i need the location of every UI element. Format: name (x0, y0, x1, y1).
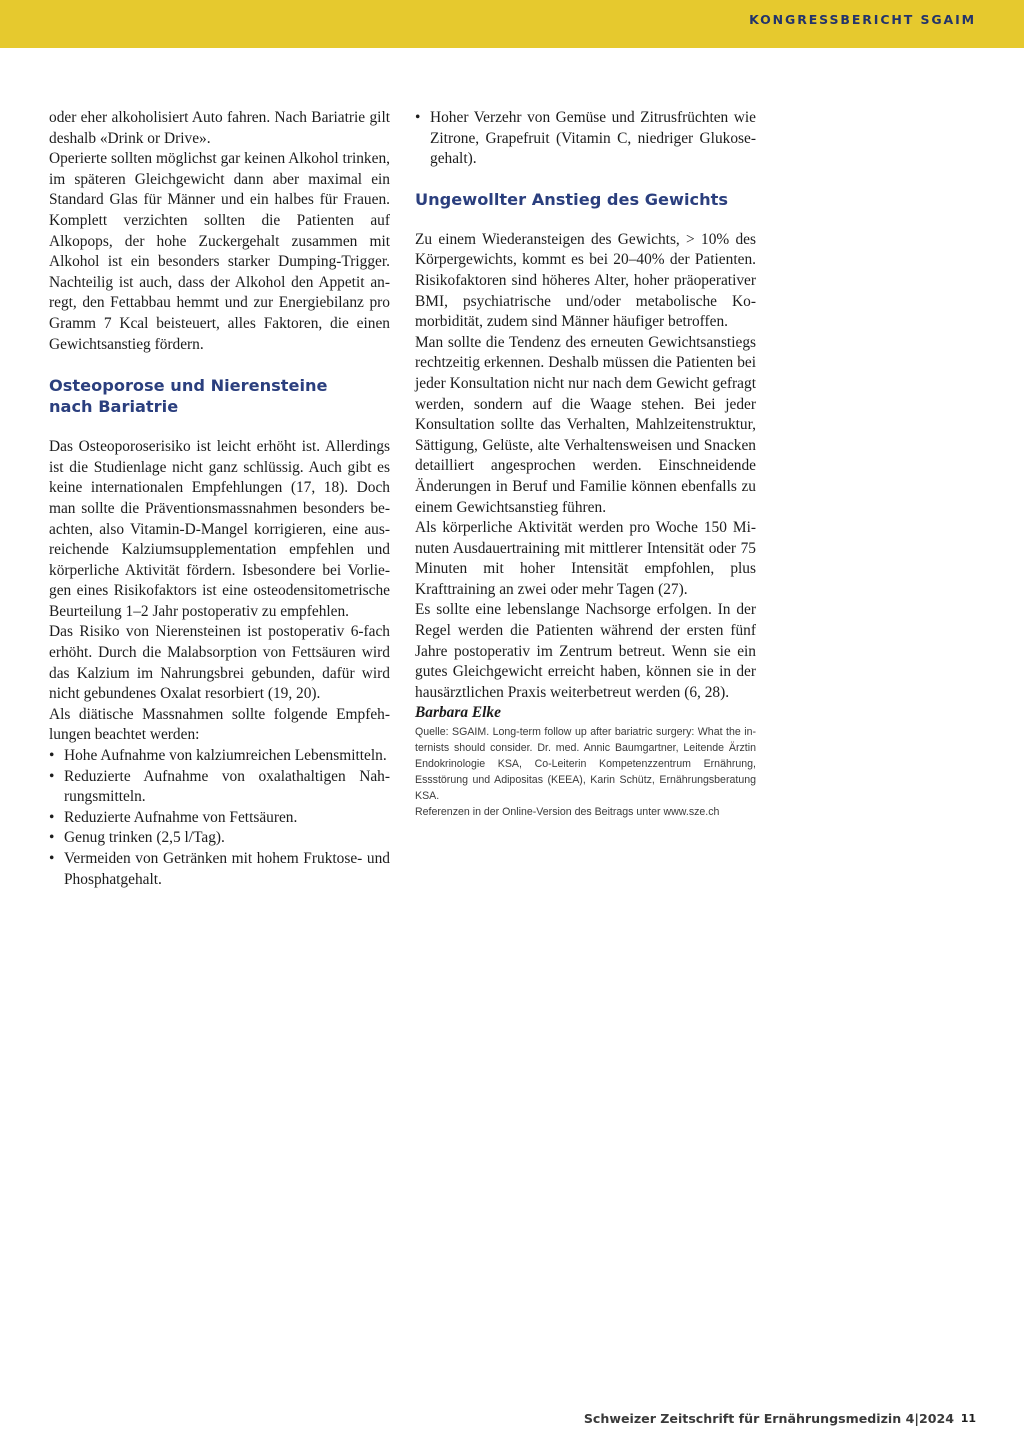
list-item: • Reduzierte Aufnahme von oxalathaltigen Nahrungsmitteln. (49, 767, 390, 808)
heading-line: nach Bariatrie (49, 397, 179, 417)
author-signature: Barbara Elke (415, 704, 501, 722)
left-column (49, 108, 390, 890)
section-heading-gewicht: Ungewollter Anstieg des Gewichts (415, 189, 729, 209)
recommendation-list-continued (415, 108, 756, 170)
page-number: 11 (960, 1412, 976, 1425)
list-item: • Hoher Verzehr von Gemüse und Zitrusfrüchten wie Zitrone, Grapefruit (Vitamin C, niedriger Glukosegehalt). (415, 108, 756, 170)
right-column (415, 108, 756, 820)
paragraph: Als diätische Massnahmen sollte folgende Empfehlungen beachtet werden: (49, 705, 390, 744)
paragraph: Operierte sollten möglichst gar keinen Alkohol trinken, im späteren Gleichgewicht dann aber maximal ein Standard Glas für Männer und ein halbes für Frauen. Komplett verzichten sollten die Patienten auf Alkopops, der hohe Zuckergehalt zusammen mit Alkohol ist ein besonders starker Dumping-Trigger. Nachteilig ist auch, dass der Alkohol den Appetit anregt, den Fettabbau hemmt und zur Energiebilanz pro Gramm 7 Kcal beisteuert, alles Faktoren, die einen Gewichtsanstieg fördern. (49, 150, 390, 353)
paragraph: Das Osteoporoserisiko ist leicht erhöht ist. Allerdings ist die Studienlage nicht ganz schlüssig. Auch gibt es keine internationalen Empfehlungen (17, 18). Doch man sollte die Präventionsmassnahmen besonders beachten, also Vitamin-D-Mangel korrigieren, eine ausreichende Kalziumsupplementation empfehlen und körperliche Aktivität fördern. Isbesondere bei Vorliegen eines Risikofaktors ist eine osteodensitometrische Beurteilung 1–2 Jahr postoperativ zu empfehlen. (49, 438, 390, 620)
list-item: • Genug trinken (2,5 l/Tag). (49, 828, 390, 849)
section-label: KONGRESSBERICHT SGAIM (749, 12, 976, 27)
list-item: • Reduzierte Aufnahme von Fettsäuren. (49, 808, 390, 829)
references-note: Referenzen in der Online-Version des Beitrags unter www.sze.ch (415, 806, 720, 819)
paragraph: Zu einem Wiederansteigen des Gewichts, > 10% des Körpergewichts, kommt es bei 20–40% der Patienten. Risikofaktoren sind höheres Alter, hoher präoperativer BMI, psychiatrische und/oder metabolische Komorbidität, zudem sind Männer häufiger betroffen. (415, 230, 756, 331)
paragraph: Man sollte die Tendenz des erneuten Gewichtsanstiegs rechtzeitig erkennen. Deshalb müssen die Patienten bei jeder Konsultation nicht nur nach dem Gewicht gefragt werden, sondern auf die Waage stehen. Bei jeder Konsultation sollte das Verhalten, Mahlzeitenstruktur, Sättigung, Gelüste, alte Verhaltensweisen und Snacken detailliert angesprochen werden. Einschneidende Änderungen in Beruf und Familie können ebenfalls zu einem Gewichtsanstieg führen. (415, 333, 756, 516)
paragraph: oder eher alkoholisiert Auto fahren. Nach Bariatrie gilt deshalb «Drink or Drive». (49, 109, 390, 147)
paragraph: Es sollte eine lebenslange Nachsorge erfolgen. In der Regel werden die Patienten während der ersten fünf Jahre postoperativ im Zentrum betreut. Wenn sie ein gutes Gleichgewicht erreicht haben, können sie in der hausärztlichen Praxis weiterbetreut werden (6, 28). (415, 601, 756, 701)
list-item: • Vermeiden von Getränken mit hohem Fruktose- und Phosphatgehalt. (49, 849, 390, 890)
heading-line: Osteoporose und Nierensteine (49, 376, 328, 396)
paragraph: Als körperliche Aktivität werden pro Woche 150 Minuten Ausdauertraining mit mittlerer Intensität oder 75 Minuten mit hoher Intensität empfohlen, plus Krafttraining an zwei oder mehr Tagen (27). (415, 519, 756, 598)
recommendation-list (49, 746, 390, 890)
source-note: Quelle: SGAIM. Long-term follow up after bariatric surgery: What the internists should consider. Dr. med. Annic Baumgartner, Leitende Ärztin Endokrinologie KSA, Co-Leiterin Kompetenzzentrum Ernährung, Essstörung und Adipositas (KEEA), Karin Schütz, Ernährungsberatung KSA. (415, 726, 756, 803)
list-item: • Hohe Aufnahme von kalziumreichen Lebensmitteln. (49, 746, 390, 767)
section-heading-osteoporose (49, 375, 390, 417)
paragraph: Das Risiko von Nierensteinen ist postoperativ 6-fach erhöht. Durch die Malabsorption von Fettsäuren wird das Kalzium im Nahrungsbrei gebunden, dafür wird nicht gebundenes Oxalat resorbiert (19, 20). (49, 623, 390, 703)
footer-journal-title: Schweizer Zeitschrift für Ernährungsmedizin 4|2024 (583, 1411, 954, 1426)
